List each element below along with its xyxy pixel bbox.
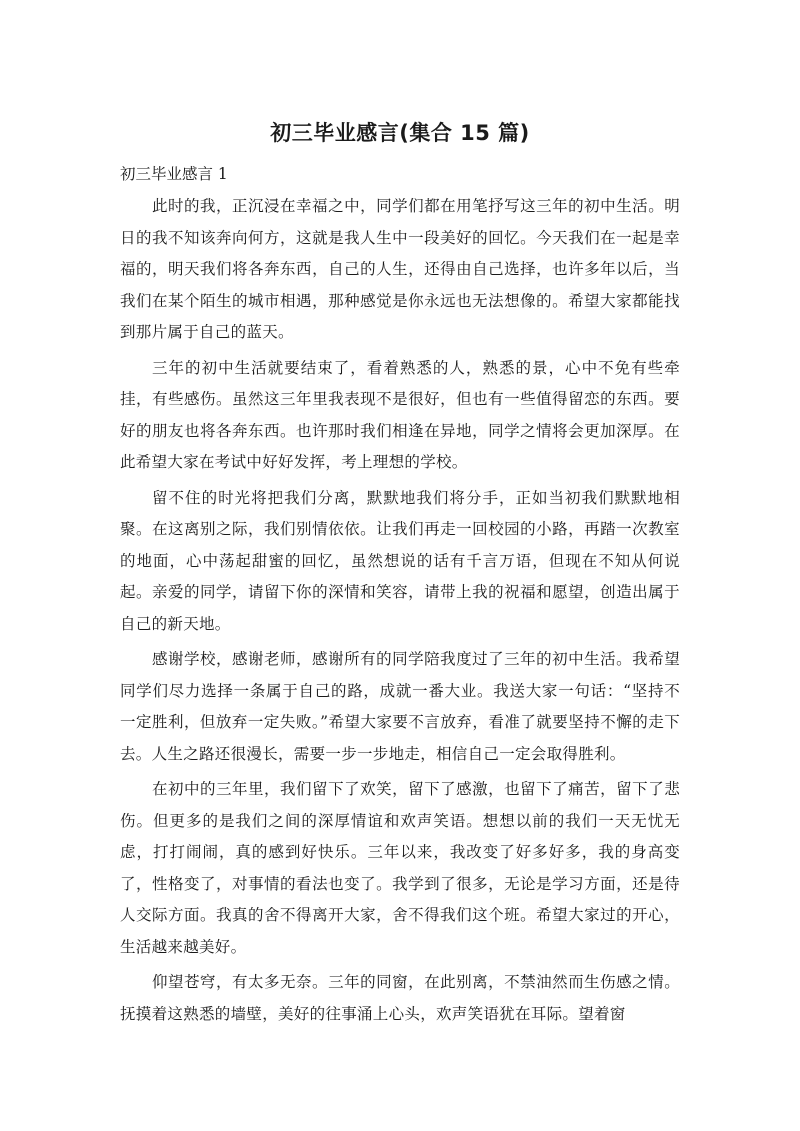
paragraph-4: 感谢学校，感谢老师，感谢所有的同学陪我度过了三年的初中生活。我希望同学们尽力选择一条属于自己的路，成就一番大业。我送大家一句话：“坚持不一定胜利，但放弃一定失败。”希望大家要不言放弃，看准了就要坚持不懈的走下去。人生之路还很漫长，需要一步一步地走，相信自己一定会取得胜利。	[120, 650, 680, 763]
section-heading: 初三毕业感言 1	[120, 165, 228, 183]
document-title: 初三毕业感言(集合 15 篇)	[270, 121, 530, 145]
paragraph-3: 留不住的时光将把我们分离，默默地我们将分手，正如当初我们默默地相聚。在这离别之际，我们别情依依。让我们再走一回校园的小路，再踏一次教室的地面，心中荡起甜蜜的回忆，虽然想说的话有千言万语，但现在不知从何说起。亲爱的同学，请留下你的深情和笑容，请带上我的祝福和愿望，创造出属于自己的新天地。	[120, 488, 680, 633]
paragraph-6: 仰望苍穹，有太多无奈。三年的同窗，在此别离，不禁油然而生伤感之情。抚摸着这熟悉的墙壁，美好的往事涌上心头，欢声笑语犹在耳际。望着窗	[120, 973, 680, 1023]
paragraph-1: 此时的我，正沉浸在幸福之中，同学们都在用笔抒写这三年的初中生活。明日的我不知该奔向何方，这就是我人生中一段美好的回忆。今天我们在一起是幸福的，明天我们将各奔东西，自己的人生，还得由自己选择，也许多年以后，当我们在某个陌生的城市相遇，那种感觉是你永远也无法想像的。希望大家都能找到那片属于自己的蓝天。	[120, 197, 680, 341]
paragraph-2: 三年的初中生活就要结束了，看着熟悉的人，熟悉的景，心中不免有些牵挂，有些感伤。虽然这三年里我表现不是很好，但也有一些值得留恋的东西。要好的朋友也将各奔东西。也许那时我们相逢在异地，同学之情将会更加深厚。在此希望大家在考试中好好发挥，考上理想的学校。	[120, 358, 680, 471]
paragraph-5: 在初中的三年里，我们留下了欢笑，留下了感激，也留下了痛苦，留下了悲伤。但更多的是我们之间的深厚情谊和欢声笑语。想想以前的我们一天无忧无虑，打打闹闹，真的感到好快乐。三年以来，我改变了好多好多，我的身高变了，性格变了，对事情的看法也变了。我学到了很多，无论是学习方面，还是待人交际方面。我真的舍不得离开大家，舍不得我们这个班。希望大家过的开心，生活越来越美好。	[120, 780, 680, 956]
document-body	[120, 191, 680, 1034]
